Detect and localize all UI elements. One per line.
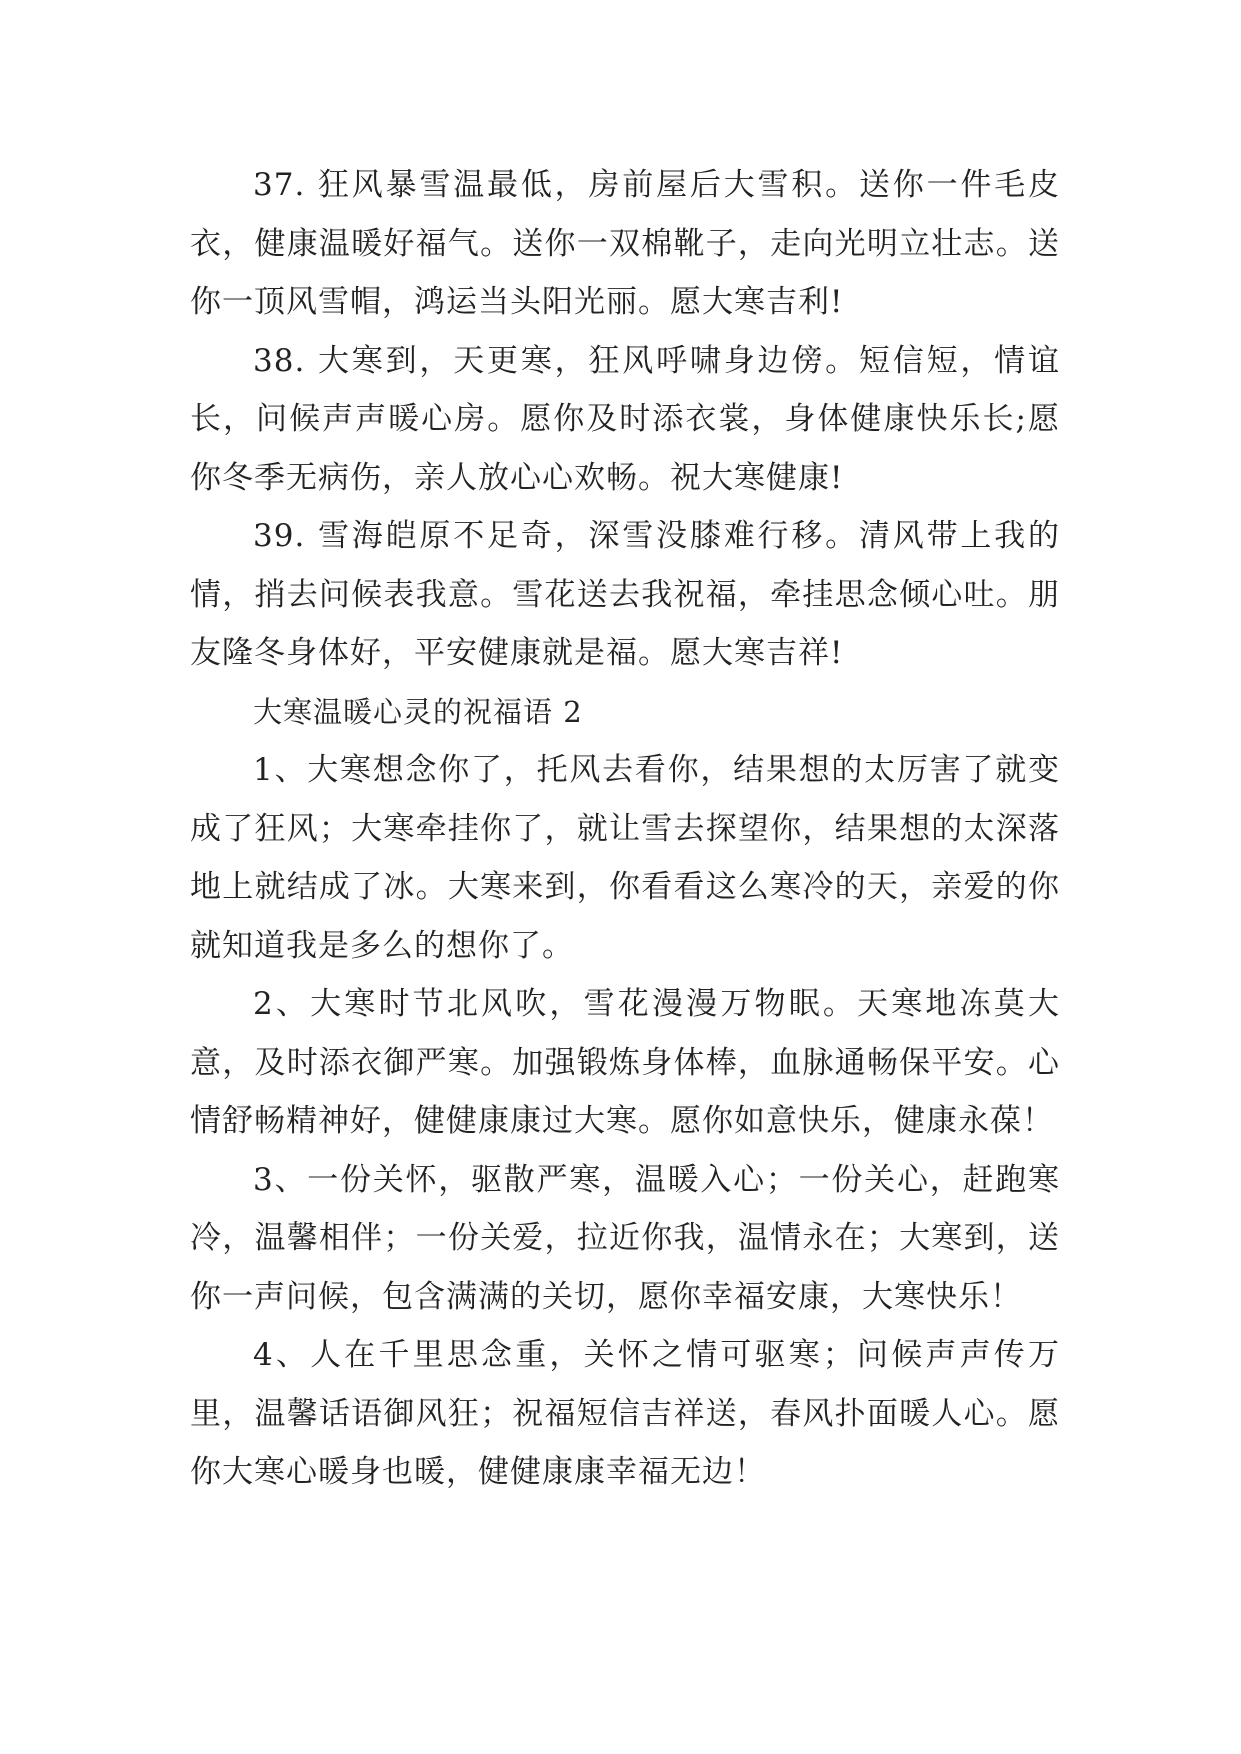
section-heading: 大寒温暖心灵的祝福语 2 [253,694,583,729]
paragraph-1: 1、大寒想念你了，托风去看你，结果想的太厉害了就变成了狂风；大寒牵挂你了，就让雪去探望你，结果想的太深落地上就结成了冰。大寒来到，你看看这么寒冷的天，亲爱的你就知道我是多么的想你了。 [190,752,1060,964]
paragraph-4: 4、人在千里思念重，关怀之情可驱寒；问候声声传万里，温馨话语御风狂；祝福短信吉祥送，春风扑面暖人心。愿你大寒心暖身也暖，健健康康幸福无边！ [190,1337,1060,1490]
paragraph-3: 3、一份关怀，驱散严寒，温暖入心；一份关心，赶跑寒冷，温馨相伴；一份关爱，拉近你我，温情永在；大寒到，送你一声问候，包含满满的关切，愿你幸福安康，大寒快乐！ [190,1161,1060,1315]
document-body [190,156,1060,1502]
paragraph-38: 38. 大寒到，天更寒，狂风呼啸身边傍。短信短，情谊长，问候声声暖心房。愿你及时添衣裳，身体健康快乐长;愿你冬季无病伤，亲人放心心欢畅。祝大寒健康! [190,342,1060,496]
paragraph-2: 2、大寒时节北风吹，雪花漫漫万物眠。天寒地冻莫大意，及时添衣御严寒。加强锻炼身体棒，血脉通畅保平安。心情舒畅精神好，健健康康过大寒。愿你如意快乐，健康永葆！ [190,986,1060,1139]
paragraph-37: 37. 狂风暴雪温最低，房前屋后大雪积。送你一件毛皮衣，健康温暖好福气。送你一双棉靴子，走向光明立壮志。送你一顶风雪帽，鸿运当头阳光丽。愿大寒吉利! [190,167,1060,320]
paragraph-39: 39. 雪海皑原不足奇，深雪没膝难行移。清风带上我的情，捎去问候表我意。雪花送去我祝福，牵挂思念倾心吐。朋友隆冬身体好，平安健康就是福。愿大寒吉祥! [190,518,1060,671]
